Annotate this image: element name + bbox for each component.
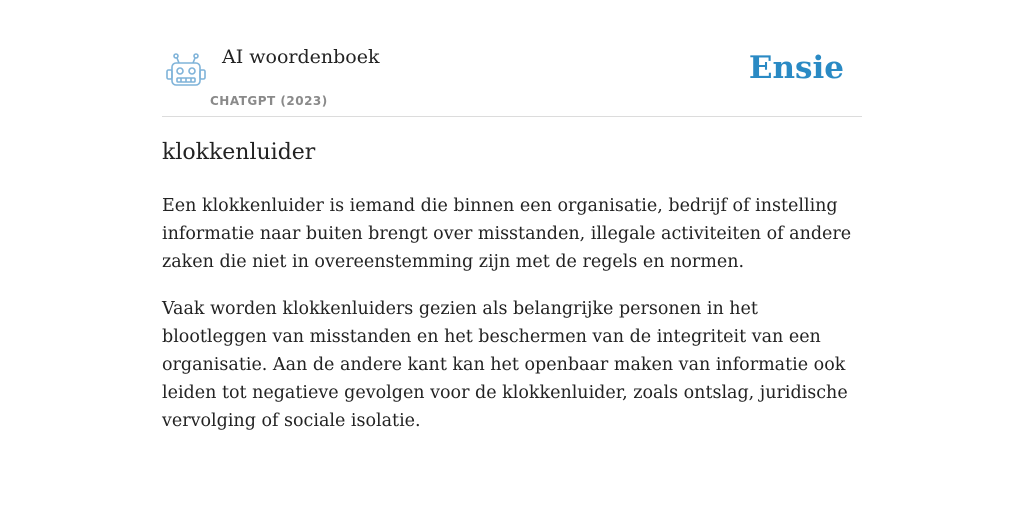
robot-icon xyxy=(166,53,206,89)
entry-term: klokkenluider xyxy=(162,140,316,165)
definition-paragraph: Een klokkenluider is iemand die binnen een organisatie, bedrijf of instelling informatie naar buiten brengt over misstanden, illegale activiteiten of andere zaken die niet in overeenstemming zijn met de regels en normen. xyxy=(162,196,852,272)
source-label: CHATGPT (2023) xyxy=(210,94,328,108)
definition-paragraph: Vaak worden klokkenluiders gezien als belangrijke personen in het blootleggen van misstanden en het beschermen van de integriteit van een organisatie. Aan de andere kant kan het openbaar maken van informatie ook leiden tot negatieve gevolgen voor de klokkenluider, zoals ontslag, juridische vervolging of sociale isolatie. xyxy=(162,299,848,431)
entry-definition xyxy=(162,192,862,454)
brand-logo[interactable]: Ensie xyxy=(748,50,844,86)
header xyxy=(162,40,862,117)
dictionary-title[interactable]: AI woordenboek xyxy=(222,46,380,68)
